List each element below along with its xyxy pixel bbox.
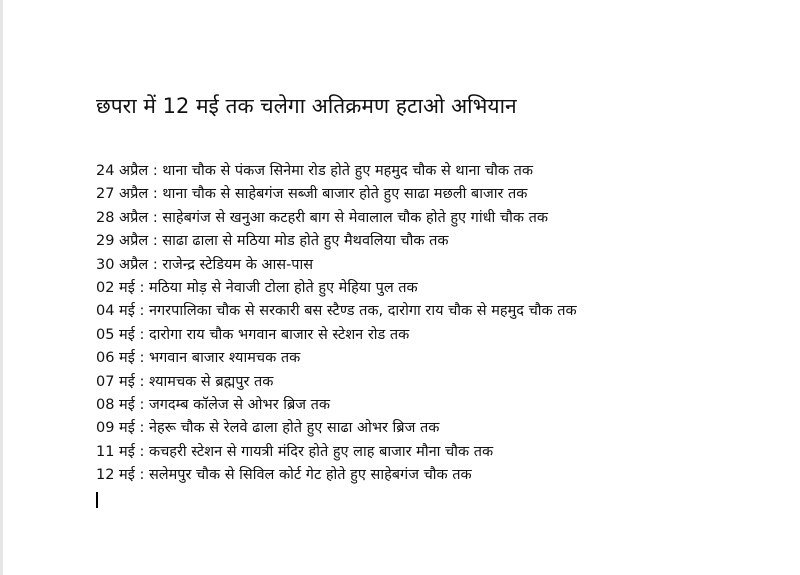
- schedule-entry: 09 मई : नेहरू चौक से रेलवे ढाला होते हुए साढा ओभर ब्रिज तक: [96, 420, 440, 437]
- schedule-entry: 24 अप्रैल : थाना चौक से पंकज सिनेमा रोड होते हुए महमुद चौक से थाना चौक तक: [96, 163, 533, 179]
- schedule-entry: 02 मई : मठिया मोड़ से नेवाजी टोला होते हुए मेहिया पुल तक: [96, 280, 418, 297]
- schedule-entry: 28 अप्रैल : साहेबगंज से खनुआ कटहरी बाग से मेवालाल चौक होते हुए गांधी चौक तक: [96, 209, 548, 226]
- text-cursor: [96, 492, 98, 508]
- schedule-list: [96, 160, 780, 488]
- schedule-entry: 05 मई : दारोगा राय चौक भगवान बाजार से स्टेशन रोड तक: [96, 326, 410, 343]
- schedule-entry: 06 मई : भगवान बाजार श्यामचक तक: [96, 350, 301, 367]
- schedule-entry: 27 अप्रैल : थाना चौक से साहेबगंज सब्जी बाजार होते हुए साढा मछली बाजार तक: [96, 186, 528, 203]
- schedule-entry: 07 मई : श्यामचक से ब्रह्मपुर तक: [96, 373, 274, 390]
- document-title: छपरा में 12 मई तक चलेगा अतिक्रमण हटाओ अभियान: [96, 94, 517, 118]
- schedule-entry: 12 मई : सलेमपुर चौक से सिविल कोर्ट गेट होते हुए साहेबगंज चौक तक: [96, 467, 472, 484]
- schedule-entry: 11 मई : कचहरी स्टेशन से गायत्री मंदिर होते हुए लाह बाजार मौना चौक तक: [96, 443, 494, 460]
- schedule-entry: 30 अप्रैल : राजेन्द्र स्टेडियम के आस-पास: [96, 256, 314, 273]
- schedule-entry: 29 अप्रैल : साढा ढाला से मठिया मोड होते हुए मैथवलिया चौक तक: [96, 233, 449, 250]
- page-left-edge: [0, 0, 3, 575]
- schedule-entry: 04 मई : नगरपालिका चौक से सरकारी बस स्टैण्ड तक, दारोगा राय चौक से महमुद चौक तक: [96, 303, 577, 320]
- schedule-entry: 08 मई : जगदम्ब कॉलेज से ओभर ब्रिज तक: [96, 397, 331, 414]
- document-body[interactable]: [96, 92, 780, 508]
